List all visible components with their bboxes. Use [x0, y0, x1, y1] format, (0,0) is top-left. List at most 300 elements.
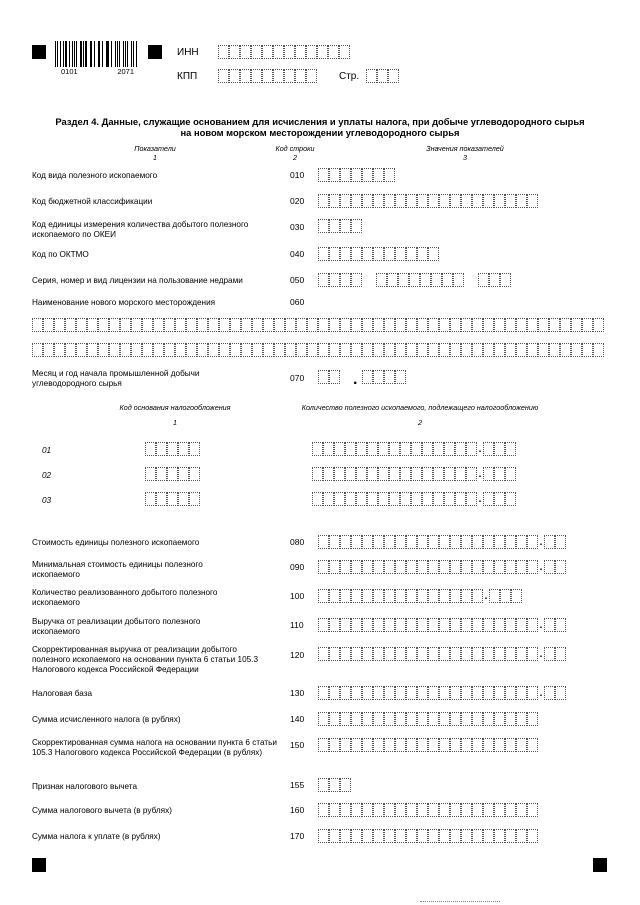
- input-cell[interactable]: [466, 467, 477, 481]
- input-cell[interactable]: [428, 194, 439, 208]
- row-120-field[interactable]: [318, 647, 566, 661]
- input-cell[interactable]: [54, 318, 65, 332]
- input-cell[interactable]: [461, 560, 472, 574]
- input-cell[interactable]: [472, 560, 483, 574]
- input-cell[interactable]: [505, 467, 516, 481]
- input-cell[interactable]: [329, 712, 340, 726]
- row-060-field-line2[interactable]: [32, 343, 604, 357]
- input-cell[interactable]: [351, 738, 362, 752]
- input-cell[interactable]: [208, 318, 219, 332]
- input-cell[interactable]: [384, 194, 395, 208]
- input-cell[interactable]: [318, 803, 329, 817]
- input-cell[interactable]: [483, 647, 494, 661]
- input-cell[interactable]: [406, 829, 417, 843]
- input-cell[interactable]: [366, 69, 377, 83]
- subtable-row-03-basis-field[interactable]: [145, 492, 200, 506]
- input-cell[interactable]: [555, 535, 566, 549]
- input-cell[interactable]: [219, 343, 230, 357]
- input-cell[interactable]: [527, 738, 538, 752]
- input-cell[interactable]: [555, 618, 566, 632]
- input-cell[interactable]: [395, 318, 406, 332]
- input-cell[interactable]: [406, 560, 417, 574]
- input-cell[interactable]: [461, 343, 472, 357]
- row-110-field[interactable]: [318, 618, 566, 632]
- input-cell[interactable]: [318, 273, 329, 287]
- input-cell[interactable]: [395, 589, 406, 603]
- input-cell[interactable]: [527, 712, 538, 726]
- input-cell[interactable]: [431, 273, 442, 287]
- input-cell[interactable]: [505, 343, 516, 357]
- input-cell[interactable]: [252, 343, 263, 357]
- row-050-series-field[interactable]: [318, 273, 362, 287]
- input-cell[interactable]: [340, 560, 351, 574]
- input-cell[interactable]: [351, 168, 362, 182]
- row-010-field[interactable]: [318, 168, 395, 182]
- input-cell[interactable]: [334, 492, 345, 506]
- input-cell[interactable]: [178, 467, 189, 481]
- input-cell[interactable]: [367, 467, 378, 481]
- input-cell[interactable]: [317, 45, 328, 59]
- input-cell[interactable]: [340, 712, 351, 726]
- input-cell[interactable]: [406, 618, 417, 632]
- row-040-field[interactable]: [318, 247, 439, 261]
- input-cell[interactable]: [340, 589, 351, 603]
- input-cell[interactable]: [516, 618, 527, 632]
- input-cell[interactable]: [400, 442, 411, 456]
- input-cell[interactable]: [444, 492, 455, 506]
- input-cell[interactable]: [384, 738, 395, 752]
- input-cell[interactable]: [351, 273, 362, 287]
- input-cell[interactable]: [483, 194, 494, 208]
- input-cell[interactable]: [406, 803, 417, 817]
- input-cell[interactable]: [384, 168, 395, 182]
- input-cell[interactable]: [406, 318, 417, 332]
- input-cell[interactable]: [527, 686, 538, 700]
- input-cell[interactable]: [483, 803, 494, 817]
- row-140-field[interactable]: [318, 712, 538, 726]
- input-cell[interactable]: [295, 69, 306, 83]
- input-cell[interactable]: [32, 343, 43, 357]
- input-cell[interactable]: [263, 343, 274, 357]
- input-cell[interactable]: [334, 467, 345, 481]
- input-cell[interactable]: [439, 686, 450, 700]
- input-cell[interactable]: [461, 194, 472, 208]
- input-cell[interactable]: [373, 343, 384, 357]
- input-cell[interactable]: [373, 618, 384, 632]
- input-cell[interactable]: [450, 318, 461, 332]
- input-cell[interactable]: [400, 492, 411, 506]
- input-cell[interactable]: [340, 829, 351, 843]
- input-cell[interactable]: [164, 318, 175, 332]
- input-cell[interactable]: [362, 803, 373, 817]
- input-cell[interactable]: [378, 442, 389, 456]
- input-cell[interactable]: [505, 829, 516, 843]
- input-cell[interactable]: [439, 738, 450, 752]
- input-cell[interactable]: [329, 168, 340, 182]
- input-cell[interactable]: [406, 535, 417, 549]
- input-cell[interactable]: [318, 194, 329, 208]
- input-cell[interactable]: [351, 535, 362, 549]
- input-cell[interactable]: [395, 343, 406, 357]
- row-150-field[interactable]: [318, 738, 538, 752]
- input-cell[interactable]: [450, 712, 461, 726]
- input-cell[interactable]: [43, 343, 54, 357]
- input-cell[interactable]: [472, 738, 483, 752]
- input-cell[interactable]: [263, 318, 274, 332]
- input-cell[interactable]: [544, 686, 555, 700]
- input-cell[interactable]: [395, 535, 406, 549]
- input-cell[interactable]: [351, 618, 362, 632]
- inn-field[interactable]: [218, 45, 350, 59]
- input-cell[interactable]: [120, 318, 131, 332]
- input-cell[interactable]: [240, 45, 251, 59]
- input-cell[interactable]: [32, 318, 43, 332]
- input-cell[interactable]: [472, 194, 483, 208]
- input-cell[interactable]: [356, 442, 367, 456]
- input-cell[interactable]: [406, 194, 417, 208]
- input-cell[interactable]: [428, 318, 439, 332]
- input-cell[interactable]: [76, 318, 87, 332]
- input-cell[interactable]: [362, 194, 373, 208]
- input-cell[interactable]: [389, 467, 400, 481]
- input-cell[interactable]: [489, 273, 500, 287]
- input-cell[interactable]: [318, 560, 329, 574]
- input-cell[interactable]: [318, 712, 329, 726]
- subtable-row-02-quantity-field[interactable]: [312, 467, 516, 481]
- input-cell[interactable]: [329, 273, 340, 287]
- input-cell[interactable]: [417, 738, 428, 752]
- input-cell[interactable]: [329, 247, 340, 261]
- input-cell[interactable]: [340, 738, 351, 752]
- input-cell[interactable]: [461, 803, 472, 817]
- input-cell[interactable]: [318, 778, 329, 792]
- input-cell[interactable]: [54, 343, 65, 357]
- input-cell[interactable]: [450, 560, 461, 574]
- input-cell[interactable]: [156, 492, 167, 506]
- input-cell[interactable]: [351, 712, 362, 726]
- input-cell[interactable]: [362, 589, 373, 603]
- input-cell[interactable]: [461, 647, 472, 661]
- input-cell[interactable]: [417, 829, 428, 843]
- input-cell[interactable]: [373, 535, 384, 549]
- input-cell[interactable]: [461, 535, 472, 549]
- input-cell[interactable]: [362, 560, 373, 574]
- input-cell[interactable]: [262, 45, 273, 59]
- input-cell[interactable]: [87, 318, 98, 332]
- row-050-type-field[interactable]: [478, 273, 511, 287]
- input-cell[interactable]: [450, 686, 461, 700]
- input-cell[interactable]: [384, 803, 395, 817]
- input-cell[interactable]: [428, 647, 439, 661]
- input-cell[interactable]: [593, 343, 604, 357]
- input-cell[interactable]: [153, 343, 164, 357]
- input-cell[interactable]: [329, 343, 340, 357]
- input-cell[interactable]: [494, 829, 505, 843]
- subtable-row-03-quantity-field[interactable]: [312, 492, 516, 506]
- input-cell[interactable]: [505, 686, 516, 700]
- input-cell[interactable]: [494, 492, 505, 506]
- input-cell[interactable]: [120, 343, 131, 357]
- input-cell[interactable]: [398, 273, 409, 287]
- input-cell[interactable]: [295, 45, 306, 59]
- input-cell[interactable]: [307, 318, 318, 332]
- input-cell[interactable]: [461, 318, 472, 332]
- input-cell[interactable]: [318, 738, 329, 752]
- input-cell[interactable]: [417, 535, 428, 549]
- input-cell[interactable]: [428, 343, 439, 357]
- input-cell[interactable]: [560, 343, 571, 357]
- input-cell[interactable]: [273, 45, 284, 59]
- input-cell[interactable]: [208, 343, 219, 357]
- input-cell[interactable]: [483, 467, 494, 481]
- input-cell[interactable]: [511, 589, 522, 603]
- page-number-field[interactable]: [366, 69, 399, 83]
- input-cell[interactable]: [461, 618, 472, 632]
- input-cell[interactable]: [384, 343, 395, 357]
- input-cell[interactable]: [362, 647, 373, 661]
- input-cell[interactable]: [98, 318, 109, 332]
- input-cell[interactable]: [439, 829, 450, 843]
- input-cell[interactable]: [318, 535, 329, 549]
- input-cell[interactable]: [450, 803, 461, 817]
- subtable-row-02-basis-field[interactable]: [145, 467, 200, 481]
- input-cell[interactable]: [388, 69, 399, 83]
- row-060-field-line1[interactable]: [32, 318, 604, 332]
- input-cell[interactable]: [516, 535, 527, 549]
- input-cell[interactable]: [428, 560, 439, 574]
- input-cell[interactable]: [329, 194, 340, 208]
- input-cell[interactable]: [417, 589, 428, 603]
- input-cell[interactable]: [229, 69, 240, 83]
- row-070-month-field[interactable]: [318, 370, 340, 384]
- input-cell[interactable]: [307, 343, 318, 357]
- input-cell[interactable]: [384, 560, 395, 574]
- input-cell[interactable]: [483, 492, 494, 506]
- input-cell[interactable]: [527, 560, 538, 574]
- input-cell[interactable]: [571, 343, 582, 357]
- input-cell[interactable]: [450, 589, 461, 603]
- input-cell[interactable]: [472, 712, 483, 726]
- input-cell[interactable]: [406, 712, 417, 726]
- input-cell[interactable]: [428, 712, 439, 726]
- input-cell[interactable]: [339, 45, 350, 59]
- input-cell[interactable]: [527, 618, 538, 632]
- input-cell[interactable]: [153, 318, 164, 332]
- input-cell[interactable]: [439, 647, 450, 661]
- input-cell[interactable]: [428, 589, 439, 603]
- input-cell[interactable]: [527, 318, 538, 332]
- input-cell[interactable]: [384, 647, 395, 661]
- input-cell[interactable]: [505, 618, 516, 632]
- input-cell[interactable]: [384, 247, 395, 261]
- input-cell[interactable]: [406, 343, 417, 357]
- input-cell[interactable]: [285, 318, 296, 332]
- input-cell[interactable]: [318, 247, 329, 261]
- input-cell[interactable]: [422, 492, 433, 506]
- input-cell[interactable]: [450, 343, 461, 357]
- input-cell[interactable]: [340, 686, 351, 700]
- input-cell[interactable]: [483, 618, 494, 632]
- input-cell[interactable]: [395, 803, 406, 817]
- input-cell[interactable]: [527, 535, 538, 549]
- input-cell[interactable]: [156, 467, 167, 481]
- input-cell[interactable]: [142, 318, 153, 332]
- input-cell[interactable]: [351, 343, 362, 357]
- input-cell[interactable]: [406, 686, 417, 700]
- input-cell[interactable]: [439, 343, 450, 357]
- input-cell[interactable]: [351, 560, 362, 574]
- input-cell[interactable]: [362, 247, 373, 261]
- input-cell[interactable]: [362, 829, 373, 843]
- input-cell[interactable]: [340, 618, 351, 632]
- input-cell[interactable]: [186, 343, 197, 357]
- input-cell[interactable]: [329, 219, 340, 233]
- input-cell[interactable]: [340, 318, 351, 332]
- input-cell[interactable]: [450, 535, 461, 549]
- input-cell[interactable]: [306, 69, 317, 83]
- input-cell[interactable]: [340, 647, 351, 661]
- input-cell[interactable]: [218, 45, 229, 59]
- input-cell[interactable]: [219, 318, 230, 332]
- input-cell[interactable]: [329, 535, 340, 549]
- input-cell[interactable]: [273, 69, 284, 83]
- input-cell[interactable]: [356, 467, 367, 481]
- input-cell[interactable]: [400, 467, 411, 481]
- input-cell[interactable]: [312, 492, 323, 506]
- input-cell[interactable]: [494, 712, 505, 726]
- input-cell[interactable]: [312, 442, 323, 456]
- input-cell[interactable]: [538, 318, 549, 332]
- input-cell[interactable]: [527, 829, 538, 843]
- input-cell[interactable]: [284, 45, 295, 59]
- input-cell[interactable]: [178, 492, 189, 506]
- input-cell[interactable]: [340, 778, 351, 792]
- input-cell[interactable]: [450, 618, 461, 632]
- input-cell[interactable]: [428, 803, 439, 817]
- input-cell[interactable]: [549, 343, 560, 357]
- input-cell[interactable]: [362, 343, 373, 357]
- input-cell[interactable]: [466, 442, 477, 456]
- input-cell[interactable]: [351, 829, 362, 843]
- subtable-row-01-basis-field[interactable]: [145, 442, 200, 456]
- input-cell[interactable]: [472, 318, 483, 332]
- input-cell[interactable]: [516, 738, 527, 752]
- input-cell[interactable]: [167, 467, 178, 481]
- input-cell[interactable]: [145, 442, 156, 456]
- input-cell[interactable]: [318, 647, 329, 661]
- input-cell[interactable]: [494, 618, 505, 632]
- input-cell[interactable]: [145, 492, 156, 506]
- input-cell[interactable]: [164, 343, 175, 357]
- input-cell[interactable]: [439, 318, 450, 332]
- input-cell[interactable]: [367, 442, 378, 456]
- input-cell[interactable]: [329, 589, 340, 603]
- row-030-field[interactable]: [318, 219, 362, 233]
- input-cell[interactable]: [505, 318, 516, 332]
- input-cell[interactable]: [373, 738, 384, 752]
- input-cell[interactable]: [189, 467, 200, 481]
- input-cell[interactable]: [329, 829, 340, 843]
- input-cell[interactable]: [422, 467, 433, 481]
- input-cell[interactable]: [351, 247, 362, 261]
- input-cell[interactable]: [406, 589, 417, 603]
- input-cell[interactable]: [417, 318, 428, 332]
- input-cell[interactable]: [560, 318, 571, 332]
- input-cell[interactable]: [422, 442, 433, 456]
- input-cell[interactable]: [251, 45, 262, 59]
- input-cell[interactable]: [131, 343, 142, 357]
- input-cell[interactable]: [439, 535, 450, 549]
- input-cell[interactable]: [494, 686, 505, 700]
- input-cell[interactable]: [406, 738, 417, 752]
- input-cell[interactable]: [323, 442, 334, 456]
- input-cell[interactable]: [494, 194, 505, 208]
- input-cell[interactable]: [318, 589, 329, 603]
- input-cell[interactable]: [483, 535, 494, 549]
- input-cell[interactable]: [351, 686, 362, 700]
- input-cell[interactable]: [455, 442, 466, 456]
- input-cell[interactable]: [428, 618, 439, 632]
- row-130-field[interactable]: [318, 686, 566, 700]
- input-cell[interactable]: [373, 560, 384, 574]
- input-cell[interactable]: [384, 686, 395, 700]
- input-cell[interactable]: [411, 467, 422, 481]
- input-cell[interactable]: [472, 618, 483, 632]
- input-cell[interactable]: [450, 829, 461, 843]
- input-cell[interactable]: [483, 686, 494, 700]
- input-cell[interactable]: [439, 803, 450, 817]
- input-cell[interactable]: [373, 589, 384, 603]
- input-cell[interactable]: [483, 829, 494, 843]
- input-cell[interactable]: [318, 829, 329, 843]
- input-cell[interactable]: [494, 467, 505, 481]
- input-cell[interactable]: [472, 829, 483, 843]
- input-cell[interactable]: [428, 535, 439, 549]
- row-070-year-field[interactable]: [362, 370, 406, 384]
- input-cell[interactable]: [323, 467, 334, 481]
- input-cell[interactable]: [189, 442, 200, 456]
- input-cell[interactable]: [240, 69, 251, 83]
- input-cell[interactable]: [505, 535, 516, 549]
- input-cell[interactable]: [329, 560, 340, 574]
- input-cell[interactable]: [296, 318, 307, 332]
- input-cell[interactable]: [329, 618, 340, 632]
- input-cell[interactable]: [109, 318, 120, 332]
- input-cell[interactable]: [494, 343, 505, 357]
- row-170-field[interactable]: [318, 829, 538, 843]
- input-cell[interactable]: [450, 194, 461, 208]
- input-cell[interactable]: [428, 686, 439, 700]
- input-cell[interactable]: [494, 647, 505, 661]
- input-cell[interactable]: [384, 589, 395, 603]
- input-cell[interactable]: [483, 738, 494, 752]
- input-cell[interactable]: [274, 343, 285, 357]
- input-cell[interactable]: [334, 442, 345, 456]
- input-cell[interactable]: [527, 194, 538, 208]
- input-cell[interactable]: [461, 589, 472, 603]
- input-cell[interactable]: [318, 618, 329, 632]
- input-cell[interactable]: [142, 343, 153, 357]
- input-cell[interactable]: [384, 370, 395, 384]
- input-cell[interactable]: [500, 273, 511, 287]
- input-cell[interactable]: [461, 686, 472, 700]
- input-cell[interactable]: [483, 343, 494, 357]
- input-cell[interactable]: [329, 318, 340, 332]
- input-cell[interactable]: [340, 219, 351, 233]
- input-cell[interactable]: [516, 686, 527, 700]
- input-cell[interactable]: [406, 247, 417, 261]
- input-cell[interactable]: [395, 738, 406, 752]
